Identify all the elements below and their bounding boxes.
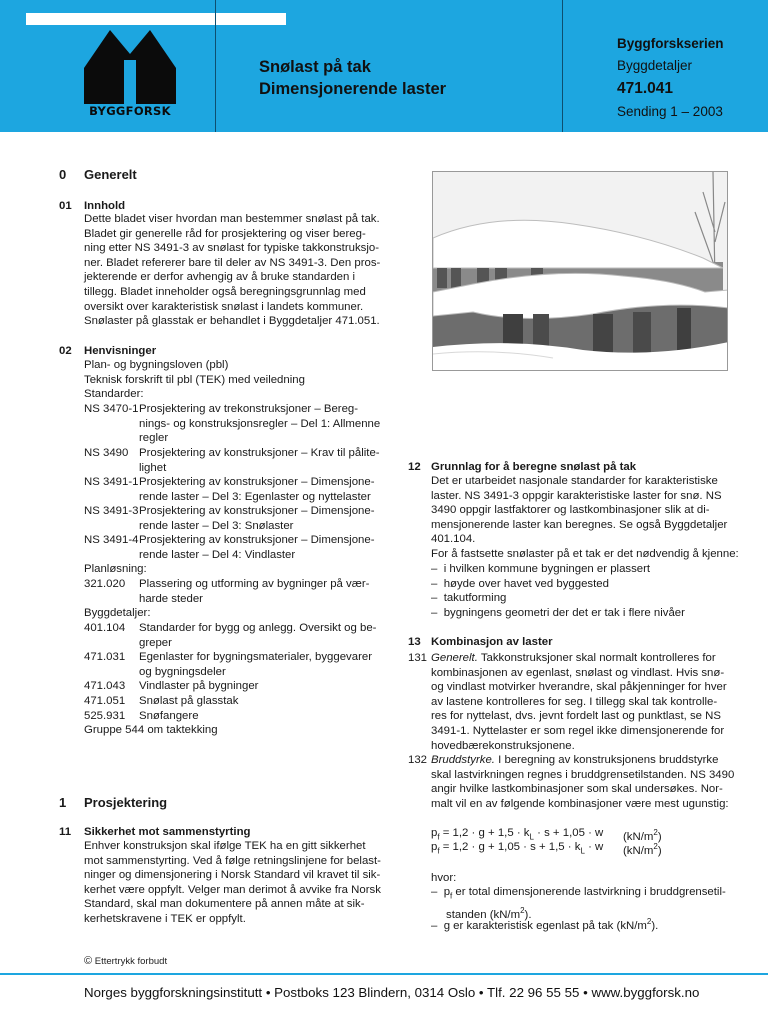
section-11-body xyxy=(84,839,381,927)
header-band xyxy=(0,0,768,132)
text-line: kombinasjonen av egenlast, snølast og vindlast. Hvis snø- xyxy=(431,666,725,679)
section-01-number: 01 xyxy=(59,200,72,212)
logo-text: BYGGFORSK xyxy=(89,104,171,118)
bullet-dash: – xyxy=(431,592,438,605)
text-line: malt vil en av følgende kombinasjoner være mest ugunstig: xyxy=(431,797,729,810)
lead-rest: Takkonstruksjoner skal normalt kontrolleres for xyxy=(477,652,716,664)
definition-2 xyxy=(431,915,658,933)
section-13-title: Kombinasjon av laster xyxy=(431,636,553,648)
bullet-dash: – xyxy=(431,919,438,932)
text-line: tillegg. Bladet inneholder også beregningsgrunnlag med xyxy=(84,285,366,298)
text-line: For å fastsette snølaster på et tak er det nødvendig å kjenne: xyxy=(431,547,739,560)
text-line: res for nyttelast, dvs. jevnt fordelt last og punktlast, se NS xyxy=(431,710,721,723)
snow-building-illustration xyxy=(433,172,728,371)
bullet-text: bygningens geometri der det er tak i flere nivåer xyxy=(443,606,685,619)
text-line: Det er utarbeidet nasjonale standarder for karakteristiske xyxy=(431,475,718,487)
text-line: hovedbærekonstruksjonene. xyxy=(431,739,575,752)
detail-label: Byggdetaljer: xyxy=(84,607,151,619)
text-line: Dette bladet viser hvordan man bestemmer snølast på tak. xyxy=(84,213,380,225)
text-line xyxy=(431,651,727,666)
detail-code: 471.051 xyxy=(84,695,126,707)
detail-desc xyxy=(139,621,376,650)
formula-subscript: L xyxy=(529,832,534,842)
text-line: Teknisk forskrift til pbl (TEK) med veiledning xyxy=(84,373,305,386)
section-01-title: Innhold xyxy=(84,200,126,212)
definition-text: ). xyxy=(651,919,659,932)
text-line: 401.104. xyxy=(431,533,476,546)
formula-subscript: f xyxy=(437,846,440,856)
unit-superscript: 2 xyxy=(646,917,652,926)
bullet-dash: – xyxy=(431,606,438,619)
text-line: skal lastvirkningen regnes i bruddgrensetilstanden. NS 3490 xyxy=(431,768,735,781)
text-line xyxy=(431,885,726,904)
doc-title: Snølast på tak xyxy=(259,58,371,76)
text-line: ning etter NS 3491-3 av snølast for typiske takkonstruksjo- xyxy=(84,242,380,255)
detail-desc xyxy=(139,650,372,679)
definition-text: standen (kN/m xyxy=(446,908,521,921)
section-131-number: 131 xyxy=(408,652,428,664)
standard-desc xyxy=(139,533,375,562)
lead-term: Generelt. xyxy=(431,652,478,664)
text-line: kerhet være oppfylt. Velger man derimot å avvike fra Norsk xyxy=(84,883,381,896)
section-131-body xyxy=(431,651,727,753)
section-13-number: 13 xyxy=(408,636,421,648)
snow-building-photo xyxy=(432,171,728,371)
text-line: Bladet gir generelle råd for prosjektering og viser bereg- xyxy=(84,227,366,240)
section-1-number: 1 xyxy=(59,795,67,810)
standard-desc xyxy=(139,504,375,533)
lead-term: Bruddstyrke. xyxy=(431,754,495,766)
detail-desc: Snølast på glasstak xyxy=(139,695,239,707)
text-line: rende laster – Del 3: Egenlaster og nyttelaster xyxy=(139,490,371,503)
formula-part: = 1,2 · g + 1,05 · s + 1,5 · k xyxy=(439,841,581,853)
section-12-title: Grunnlag for å beregne snølast på tak xyxy=(431,461,637,473)
standard-code: NS 3490 xyxy=(84,447,129,459)
series-name: Byggforskserien xyxy=(617,36,724,51)
text-line: kerhetskravene i TEK er oppfylt. xyxy=(84,912,246,925)
section-132-body xyxy=(431,753,734,811)
text-line: angir hvilke lastkombinasjoner som skal undersøkes. Nor- xyxy=(431,783,723,796)
section-132-number: 132 xyxy=(408,754,428,766)
bullet-dash: – xyxy=(431,577,438,590)
detail-code: 401.104 xyxy=(84,622,126,634)
text-line: rende laster – Del 3: Snølaster xyxy=(139,519,294,532)
copyright-text: Ettertrykk forbudt xyxy=(94,956,168,967)
text-line: Prosjektering av trekonstruksjoner – Bereg- xyxy=(139,403,359,415)
unit-text: (kN/m xyxy=(623,830,654,843)
footer-divider xyxy=(0,973,768,975)
text-line: ner. Bladet refererer bare til deler av NS 3491-3. Den pros- xyxy=(84,256,381,269)
text-line: Standarder: xyxy=(84,388,144,401)
standard-desc xyxy=(139,446,380,475)
lead-rest: I beregning av konstruksjonens bruddstyrke xyxy=(494,754,719,766)
header-divider-right xyxy=(562,0,563,132)
definition-text: er total dimensjonerende lastvirkning i bruddgrensetil- xyxy=(452,886,726,898)
group-reference: Gruppe 544 om taktekking xyxy=(84,724,218,736)
text-line: jekterende er derfor avhengig av å bruke standarden i xyxy=(84,271,356,284)
standard-code: NS 3491-4 xyxy=(84,534,139,546)
text-line: og vindlast motvirker hverandre, skal påkjenninger for hver xyxy=(431,681,727,694)
text-line: nings- og konstruksjonsregler – Del 1: Allmenne xyxy=(139,417,381,430)
section-1-title: Prosjektering xyxy=(84,795,168,810)
text-line xyxy=(431,753,734,768)
formula-subscript: f xyxy=(450,891,453,901)
doc-subtitle: Dimensjonerende laster xyxy=(259,80,447,98)
text-line: harde steder xyxy=(139,592,203,605)
formula-2-unit xyxy=(623,840,662,858)
unit-superscript: 2 xyxy=(653,828,658,837)
text-line: Standarder for bygg og anlegg. Oversikt og be- xyxy=(139,622,377,634)
formula-part: · s + 1,05 · w xyxy=(533,827,604,839)
text-line: 3490 oppgir lastfaktorer og lastkombinasjoner slik at di- xyxy=(431,504,710,517)
text-line: Plan- og bygningsloven (pbl) xyxy=(84,359,229,371)
bullet-text: i hvilken kommune bygningen er plassert xyxy=(443,563,651,575)
unit-superscript: 2 xyxy=(520,905,525,915)
text-line: Prosjektering av konstruksjoner – Dimensjone- xyxy=(139,505,375,517)
formula-subscript: L xyxy=(580,846,585,856)
text-line: mensjonerende laster kan beregnes. Se også Byggdetaljer xyxy=(431,518,728,531)
list-item xyxy=(431,577,685,592)
section-01-body xyxy=(84,212,380,329)
text-line: regler xyxy=(139,432,169,445)
formula-symbol: p xyxy=(443,886,451,898)
standard-code: NS 3491-3 xyxy=(84,505,139,517)
bullet-text: takutforming xyxy=(443,592,507,605)
formula-2 xyxy=(431,840,603,859)
list-item xyxy=(431,591,685,606)
text-line: lighet xyxy=(139,461,167,474)
text-line: laster. NS 3491-3 oppgir karakteristiske laster for snø. NS xyxy=(431,489,722,502)
section-12-body xyxy=(431,474,739,562)
text-line: Prosjektering av konstruksjoner – Krav til pålite- xyxy=(139,447,380,459)
text-line: oversikt over karakteristisk snølast i landets kommuner. xyxy=(84,300,364,313)
detail-desc: Vindlaster på bygninger xyxy=(139,680,259,692)
copyright-notice xyxy=(84,955,167,967)
plan-label: Planløsning: xyxy=(84,563,147,575)
plan-desc xyxy=(139,577,369,606)
text-line: ninger og dimensjonering i Norsk Standard vil kravet til sik- xyxy=(84,869,381,882)
doc-number: 471.041 xyxy=(617,80,674,97)
text-line: Prosjektering av konstruksjoner – Dimensjone- xyxy=(139,534,375,546)
formula-subscript: f xyxy=(437,832,440,842)
text-line: og bygningsdeler xyxy=(139,665,226,678)
text-line: Standard, skal man dokumentere på annen måte at sik- xyxy=(84,898,365,911)
detail-desc: Snøfangere xyxy=(139,710,199,722)
unit-text: ) xyxy=(657,830,662,843)
detail-code: 471.031 xyxy=(84,651,126,663)
text-line: Egenlaster for bygningsmaterialer, byggevarer xyxy=(139,651,373,663)
definition-text: ). xyxy=(524,908,532,921)
text-line: Enhver konstruksjon skal ifølge TEK ha en gitt sikkerhet xyxy=(84,840,366,852)
section-0-title: Generelt xyxy=(84,167,137,182)
formula-part: = 1,2 · g + 1,5 · k xyxy=(439,827,530,839)
section-02-body xyxy=(84,358,305,402)
text-line: mot sammenstyrting. Ved å følge retningslinjene for belast- xyxy=(84,854,381,867)
section-11-title: Sikkerhet mot sammenstyrting xyxy=(84,826,251,838)
section-11-number: 11 xyxy=(59,826,72,838)
copyright-icon: © xyxy=(84,955,93,967)
section-0-number: 0 xyxy=(59,167,67,182)
standard-desc xyxy=(139,475,375,504)
list-item xyxy=(431,562,685,577)
text-line: Prosjektering av konstruksjoner – Dimensjone- xyxy=(139,476,375,488)
section-02-title: Henvisninger xyxy=(84,345,157,357)
formula-part: · w xyxy=(584,841,604,853)
text-line: rende laster – Del 4: Vindlaster xyxy=(139,548,296,561)
standard-code: NS 3491-1 xyxy=(84,476,139,488)
detail-code: 525.931 xyxy=(84,710,126,722)
text-line: 3491-1. Nyttelaster er som regel ikke dimensjonerende for xyxy=(431,724,725,737)
definition-text: g er karakteristisk egenlast på tak (kN/m xyxy=(443,919,647,932)
text-line: Snølaster på glasstak er behandlet i Byggdetaljer 471.051. xyxy=(84,315,380,328)
unit-text: (kN/m xyxy=(623,844,654,857)
unit-superscript: 2 xyxy=(653,842,658,851)
formula-symbol: p xyxy=(431,841,438,853)
text-line: greper xyxy=(139,636,172,649)
detail-code: 471.043 xyxy=(84,680,126,692)
footer-address: Norges byggforskningsinstitutt • Postboks 123 Blindern, 0314 Oslo • Tlf. 22 96 55 55 • www.byggforsk.no xyxy=(84,985,700,1000)
text-line: Plassering og utforming av bygninger på vær- xyxy=(139,578,370,590)
bullet-list xyxy=(431,562,685,620)
bullet-dash: – xyxy=(431,563,438,575)
header-divider-left xyxy=(215,0,216,132)
bullet-text: høyde over havet ved byggested xyxy=(443,577,609,590)
section-12-number: 12 xyxy=(408,461,421,473)
bullet-dash: – xyxy=(431,886,438,898)
sending-info: Sending 1 – 2003 xyxy=(617,104,723,119)
standard-desc xyxy=(139,402,380,446)
subseries-name: Byggdetaljer xyxy=(617,58,693,73)
list-item xyxy=(431,606,685,621)
unit-text: ) xyxy=(657,844,662,857)
where-label: hvor: xyxy=(431,872,457,884)
standard-code: NS 3470-1 xyxy=(84,403,139,415)
formula-symbol: p xyxy=(431,827,438,839)
plan-code: 321.020 xyxy=(84,578,126,590)
section-02-number: 02 xyxy=(59,345,72,357)
text-line: av lastene kontrolleres for seg. I tillegg skal tak kontrolle- xyxy=(431,695,718,708)
